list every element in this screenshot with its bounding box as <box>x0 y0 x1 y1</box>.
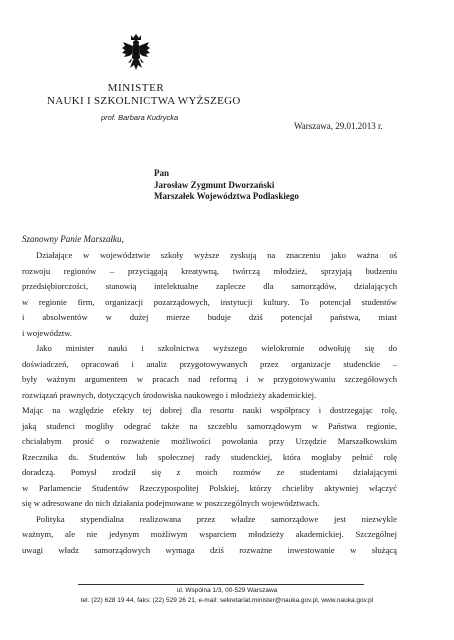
body-line: uwagi władz samorządowych wymaga dziś rozważne inwestowanie w służącą <box>22 544 397 555</box>
body-line: rozwoju regionów – przyciągają kreatywną, twórczą młodzież, sprzyjają budzeniu <box>22 265 397 276</box>
footer-address: ul. Wspólna 1/3, 00-529 Warszawa <box>176 587 278 594</box>
addressee-title: Marszałek Województwa Podlaskiego <box>154 191 299 201</box>
body-line: Polityka stypendialna realizowana przez władze samorządowe jest niezwykle <box>36 513 397 524</box>
body-line: były ważnym argumentem w pracach nad reformą i w przygotowywaniu szczegółowych <box>22 374 397 384</box>
letter-body <box>22 248 397 558</box>
addressee-name: Jarosław Zygmunt Dworzański <box>154 179 275 190</box>
body-line: rozwiązań prawnych, dotyczących środowiska naukowego i młodzieży akademickiej. <box>22 389 317 400</box>
addressee-line: Pan <box>154 168 170 178</box>
body-line: doradczą. Pomysł zrodził się z moich rozmów ze studentami działającymi <box>22 467 397 477</box>
footer-divider <box>78 584 364 585</box>
body-line: jaką studenci mogliby odegrać także na szczeblu samorządowym w Państwa regionie, <box>22 420 397 431</box>
body-line: w Parlamencie Studentów Rzeczypospolitej Polskiej, którzy chcieliby aktywniej włączyć <box>22 482 397 493</box>
body-line: przedsiębiorczości, stanowią intelektualne zaplecze dla samorządów, działających <box>22 281 397 291</box>
body-line: Działające w województwie szkoły wyższe zyskują na znaczeniu jako ważna oś <box>36 250 397 260</box>
body-line: Jako minister nauki i szkolnictwa wyższego wielokrotnie odwołuję się do <box>36 343 397 353</box>
footer-contact: tel. (22) 628 19 44, faks: (22) 529 26 21, e-mail: sekretariat.minister@nauka.gov.pl, www.nauka.gov.pl <box>80 597 374 604</box>
polish-eagle-emblem-icon <box>120 32 152 72</box>
body-line: Rzecznika ds. Studentów lub społecznej rady studenckiej, która mogłaby pełnić rolę <box>22 451 397 462</box>
body-line: chciałabym prosić o rozważenie możliwości powołania przy Urzędzie Marszałkowskim <box>22 436 397 446</box>
addressee-block <box>154 168 299 203</box>
letterhead-ministry: NAUKI I SZKOLNICTWA WYŻSZEGO <box>47 95 241 107</box>
letterhead-signatory: prof. Barbara Kudrycka <box>101 113 179 122</box>
body-line: Mając na względzie efekty tej dobrej dla resortu nauki współpracy i dostrzegając rolę, <box>22 405 397 415</box>
body-line: i absolwentów w dużej mierze buduje dziś potencjał państwa, miast <box>22 312 397 322</box>
body-line: ważnym, ale nie jedynym możliwym wsparciem młodzieży akademickiej. Szczególnej <box>22 529 397 539</box>
body-line: się w adresowane do nich działania podejmowane w poszczególnych województwach. <box>22 498 320 508</box>
place-and-date: Warszawa, 29.01.2013 r. <box>294 121 383 131</box>
body-line: i województw. <box>22 327 73 338</box>
body-line: w regionie firm, organizacji pozarządowych, instytucji kultury. To potencjał studentów <box>22 296 397 307</box>
letterhead-title: MINISTER <box>107 82 165 94</box>
salutation: Szanowny Panie Marszałku, <box>22 234 124 244</box>
body-line: doświadczeń, opracowań i analiz przygotowywanych przez organizacje studenckie – <box>22 358 397 369</box>
